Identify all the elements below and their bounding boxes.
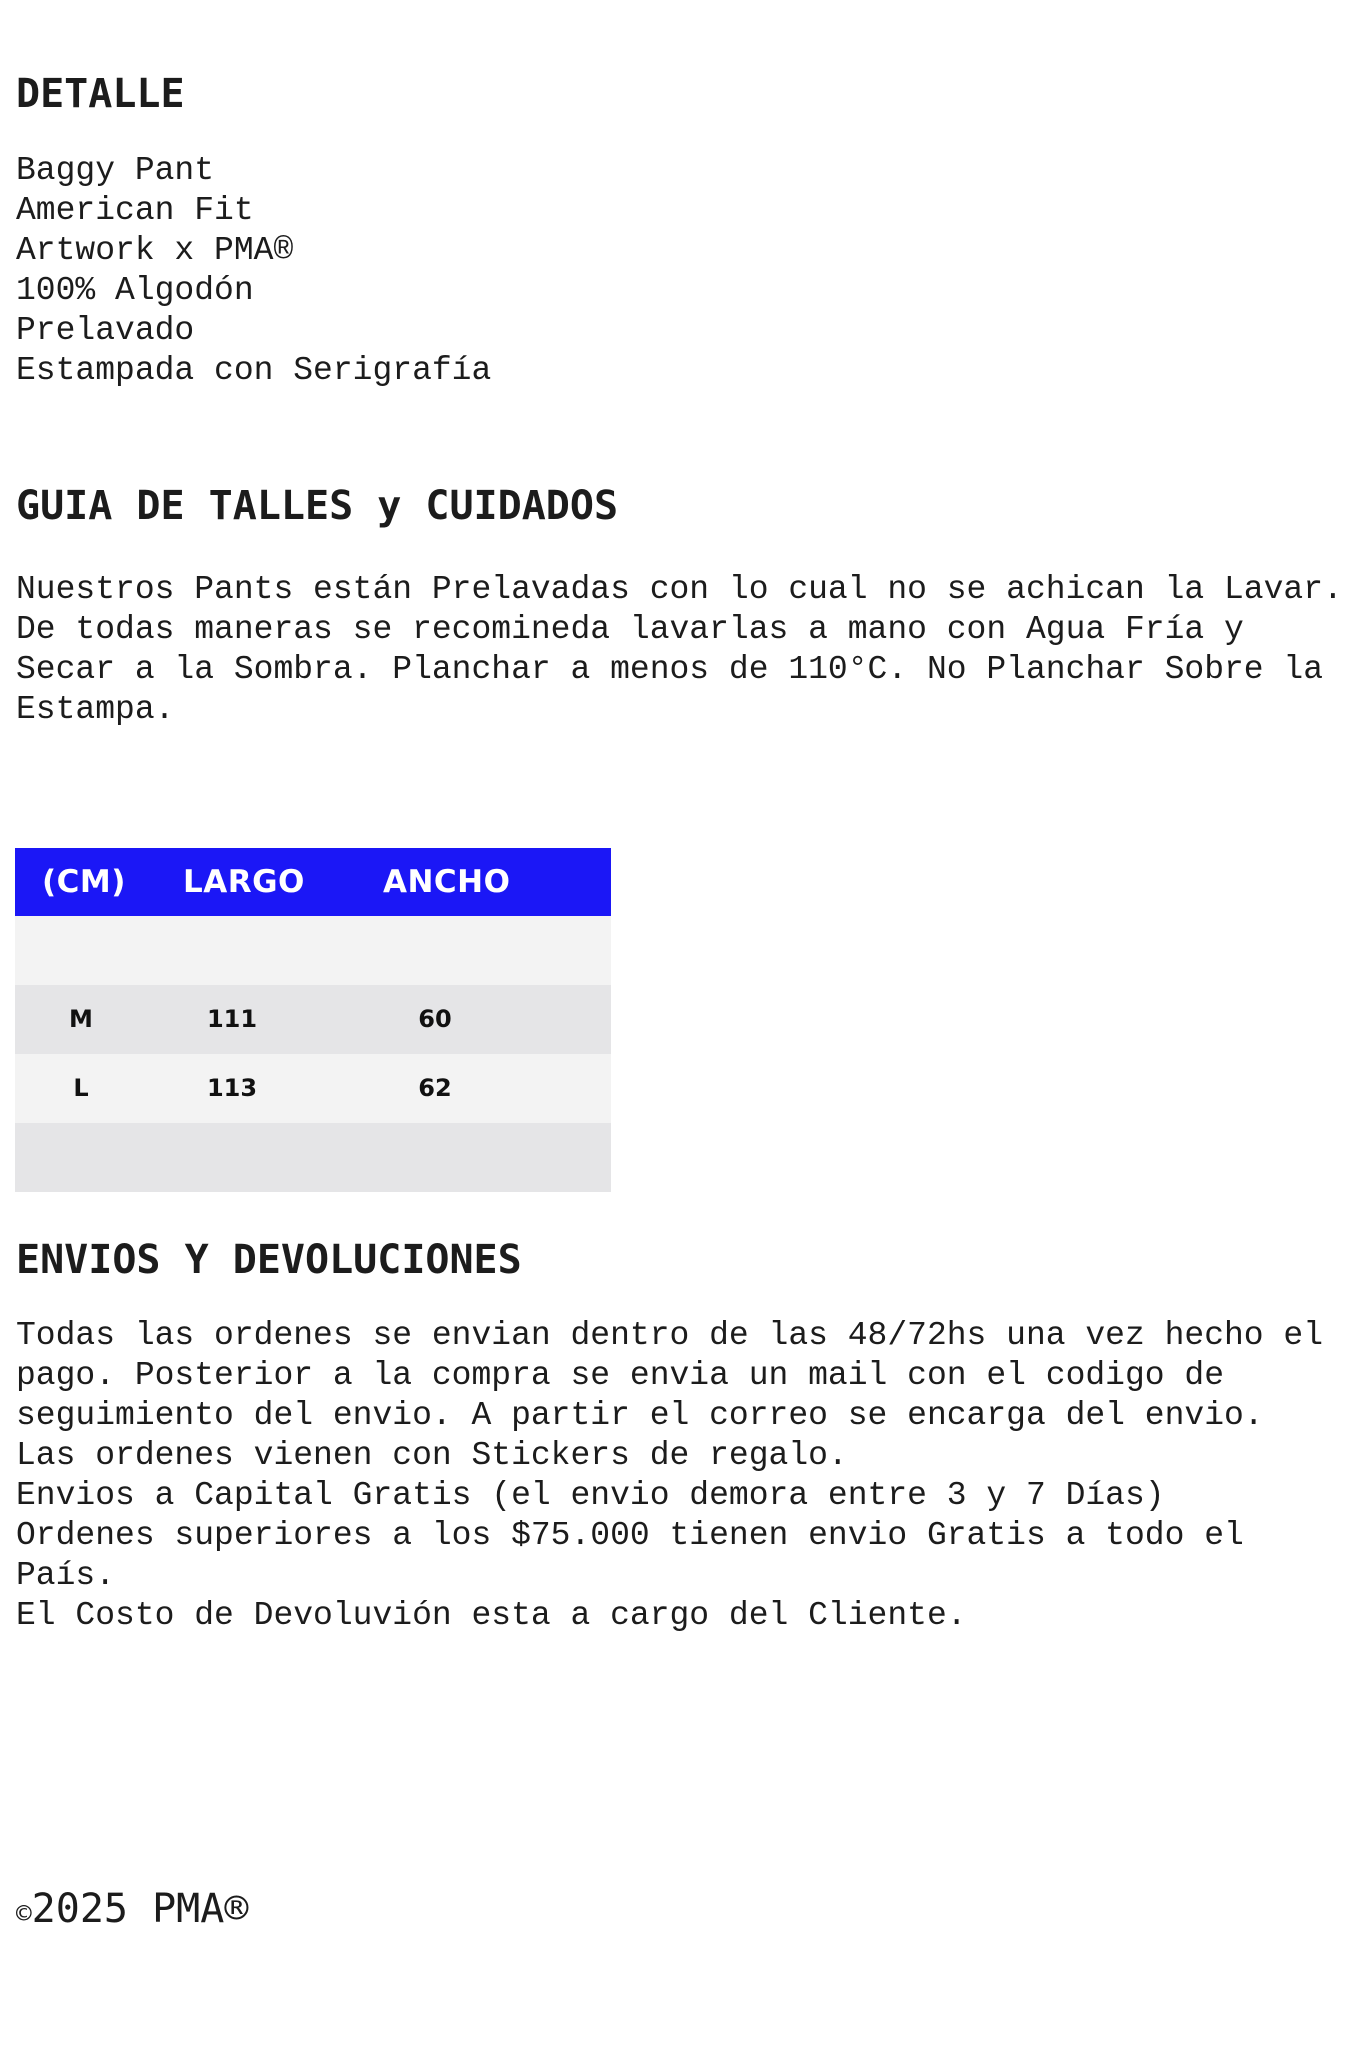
table-cell: 62: [418, 1074, 452, 1102]
envios-text: [16, 1316, 1356, 1636]
detalle-line: Estampada con Serigrafía: [16, 352, 492, 389]
header-cm: (CM): [42, 864, 126, 900]
detalle-line: Prelavado: [16, 312, 195, 349]
envios-line: Las ordenes vienen con Stickers de regalo.: [16, 1437, 848, 1474]
table-row: [15, 916, 611, 985]
detalle-line: Artwork x PMA®: [16, 232, 294, 269]
table-cell: [15, 1123, 147, 1192]
table-cell: 60: [418, 1005, 452, 1033]
table-cell: L: [73, 1074, 89, 1102]
envios-line: Envios a Capital Gratis (el envio demora entre 3 y 7 Días): [16, 1477, 1165, 1514]
table-cell: [365, 1123, 505, 1192]
table-cell: M: [69, 1005, 93, 1033]
detalle-line: American Fit: [16, 192, 254, 229]
envios-line: Todas las ordenes se envian dentro de las 48/72hs una vez hecho el pago. Posterior a la compra se envia un mail con el codigo de seguimiento del envio. A partir el correo se encarga del envio.: [16, 1317, 1324, 1434]
envios-heading: ENVIOS Y DEVOLUCIONES: [16, 1237, 522, 1283]
detalle-list: [16, 151, 491, 391]
table-cell: 111: [206, 1005, 258, 1033]
table-cell: [365, 916, 505, 985]
table-row: [15, 1054, 611, 1123]
envios-line: El Costo de Devoluvión esta a cargo del Cliente.: [16, 1597, 967, 1634]
table-row: [15, 985, 611, 1054]
table-cell: [147, 1123, 317, 1192]
copyright: [16, 1885, 248, 1938]
detalle-heading: DETALLE: [16, 71, 185, 117]
table-row: [15, 1123, 611, 1192]
guia-heading: GUIA DE TALLES y CUIDADOS: [16, 483, 619, 529]
size-table: [15, 848, 611, 1192]
size-table-header: [15, 848, 611, 916]
detalle-line: Baggy Pant: [16, 152, 215, 189]
copyright-text: 2025 PMA®: [31, 1886, 249, 1932]
guia-text: Nuestros Pants están Prelavadas con lo cual no se achican la Lavar. De todas maneras se recomineda lavarlas a mano con Agua Fría y Secar a la Sombra. Planchar a menos de 110°C. No Planchar Sobre la Estampa.: [16, 571, 1343, 728]
envios-line: Ordenes superiores a los $75.000 tienen envio Gratis a todo el País.: [16, 1517, 1244, 1594]
detalle-line: 100% Algodón: [16, 272, 254, 309]
table-cell: 113: [206, 1074, 258, 1102]
header-ancho: ANCHO: [383, 864, 511, 900]
header-largo: LARGO: [183, 864, 305, 900]
copyright-icon: ©: [16, 1899, 32, 1929]
table-cell: [15, 916, 147, 985]
table-cell: [147, 916, 317, 985]
